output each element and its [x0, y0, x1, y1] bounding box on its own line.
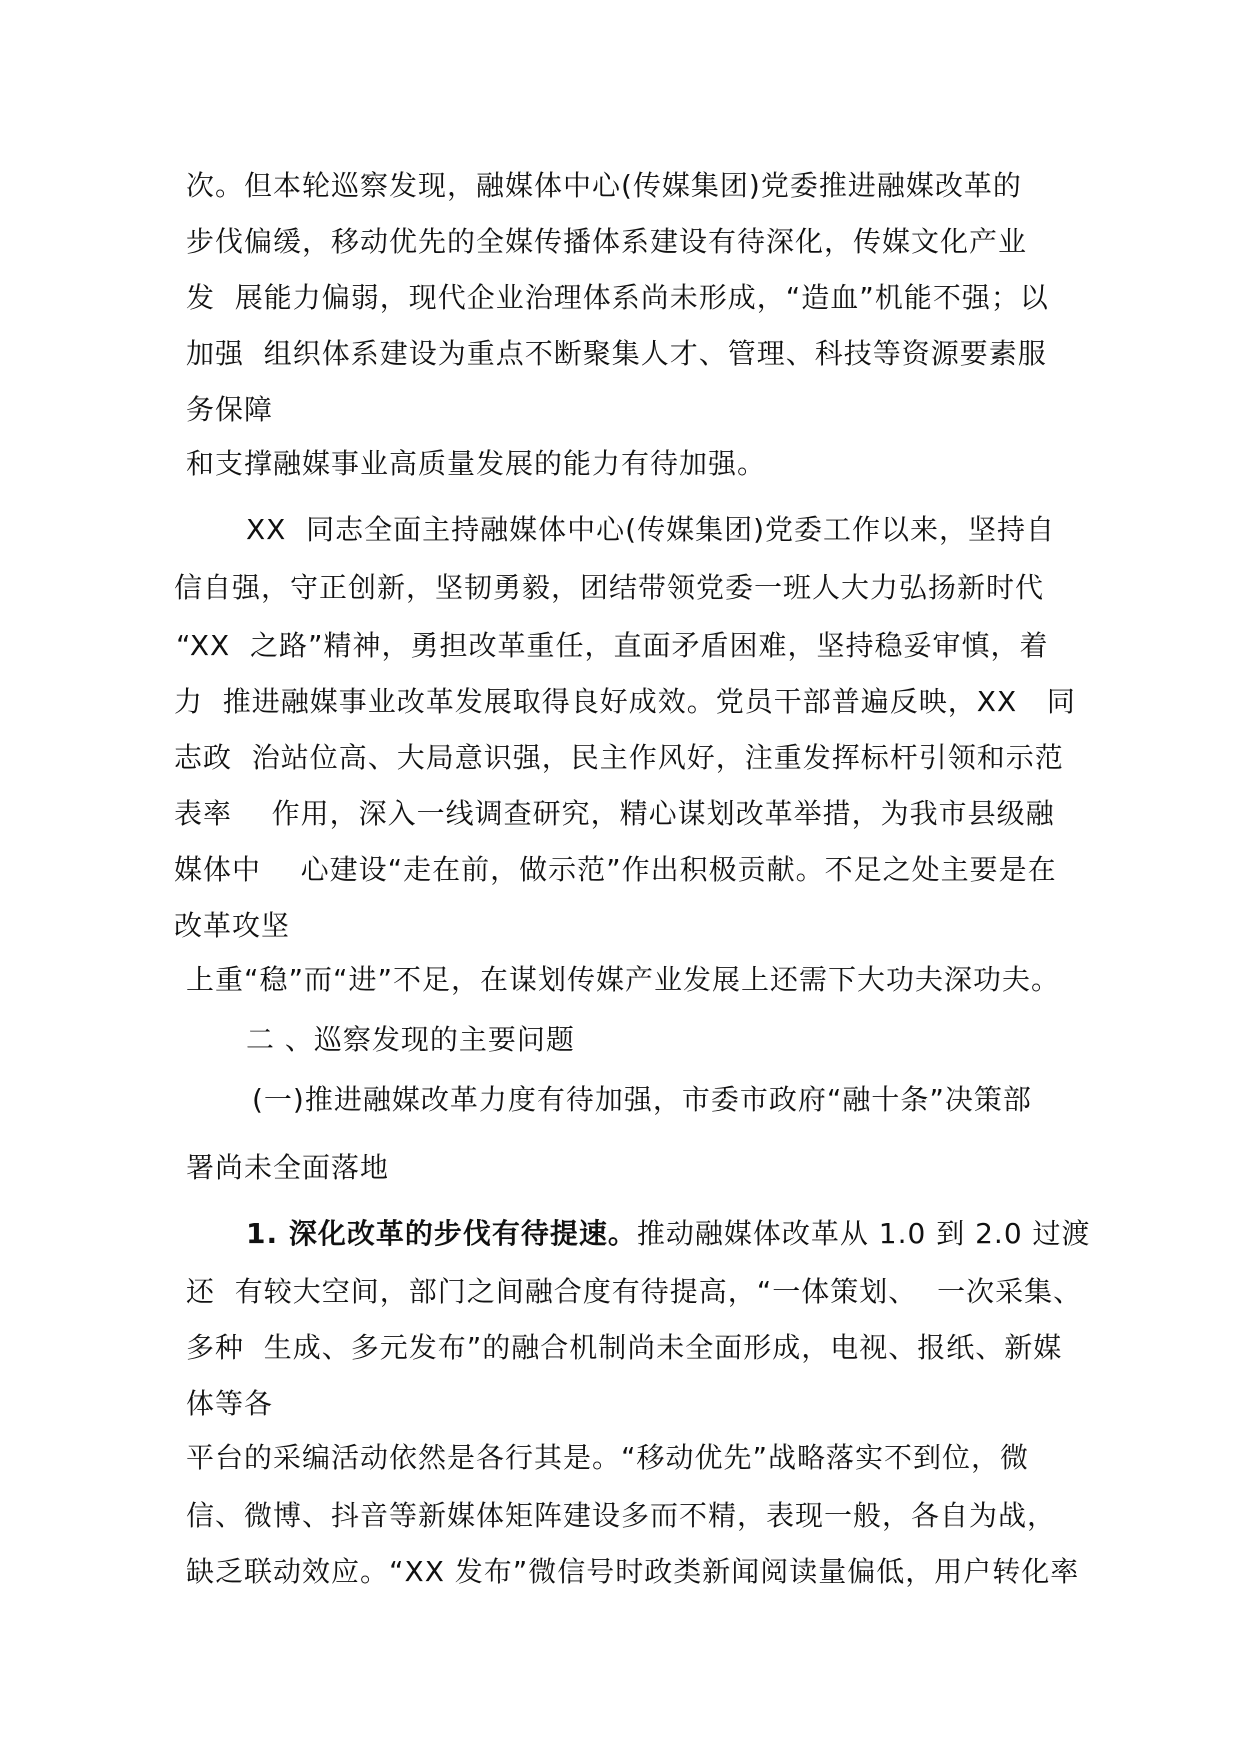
text-line-4: 加强 组织体系建设为重点不断聚集人才、管理、科技等资源要素服 [186, 337, 1047, 370]
subsection-heading-line-1: (一)推进融媒改革力度有待加强，市委市政府“融十条”决策部 [252, 1083, 1032, 1116]
subsection-heading-line-2: 署尚未全面落地 [186, 1151, 390, 1184]
paragraph-lead-line [246, 1216, 1091, 1252]
text-line-9: “XX 之路”精神，勇担改革重任，直面矛盾困难，坚持稳妥审慎，着 [176, 629, 1049, 662]
bold-lead-text: 1. 深化改革的步伐有待提速。 [246, 1217, 637, 1250]
text-line-5: 务保障 [186, 393, 274, 426]
text-line-21: 体等各 [186, 1387, 274, 1420]
text-line-7: XX 同志全面主持融媒体中心(传媒集团)党委工作以来，坚持自 [246, 513, 1056, 546]
text-line-14: 改革攻坚 [174, 909, 291, 942]
text-line-20: 多种 生成、多元发布”的融合机制尚未全面形成，电视、报纸、新媒 [186, 1331, 1063, 1364]
lead-line-rest: 推动融媒体改革从 1.0 到 2.0 过渡 [636, 1217, 1091, 1250]
text-line-24: 缺乏联动效应。“XX 发布”微信号时政类新闻阅读量偏低，用户转化率 [186, 1555, 1080, 1588]
text-line-13: 媒体中 心建设“走在前，做示范”作出积极贡献。不足之处主要是在 [174, 853, 1057, 886]
text-line-1: 次。但本轮巡察发现，融媒体中心(传媒集团)党委推进融媒改革的 [186, 169, 1022, 202]
text-line-23: 信、微博、抖音等新媒体矩阵建设多而不精，表现一般，各自为战， [186, 1499, 1057, 1532]
text-line-8: 信自强，守正创新，坚韧勇毅，团结带领党委一班人大力弘扬新时代 [174, 571, 1045, 604]
text-line-10: 力 推进融媒事业改革发展取得良好成效。党员干部普遍反映，XX 同 [174, 685, 1076, 718]
text-line-12: 表率 作用，深入一线调查研究，精心谋划改革举措，为我市县级融 [174, 797, 1055, 830]
text-line-2: 步伐偏缓，移动优先的全媒传播体系建设有待深化，传媒文化产业 [186, 225, 1028, 258]
text-line-11: 志政 治站位高、大局意识强，民主作风好，注重发挥标杆引领和示范 [174, 741, 1064, 774]
text-line-19: 还 有较大空间，部门之间融合度有待提高，“一体策划、 一次采集、 [186, 1275, 1083, 1308]
text-line-6: 和支撑融媒事业高质量发展的能力有待加强。 [186, 447, 767, 480]
section-heading: 二 、巡察发现的主要问题 [246, 1023, 575, 1056]
text-line-15: 上重“稳”而“进”不足，在谋划传媒产业发展上还需下大功夫深功夫。 [186, 963, 1061, 996]
text-line-22: 平台的采编活动依然是各行其是。“移动优先”战略落实不到位，微 [186, 1441, 1030, 1474]
text-line-3: 发 展能力偏弱，现代企业治理体系尚未形成，“造血”机能不强；以 [186, 281, 1049, 314]
